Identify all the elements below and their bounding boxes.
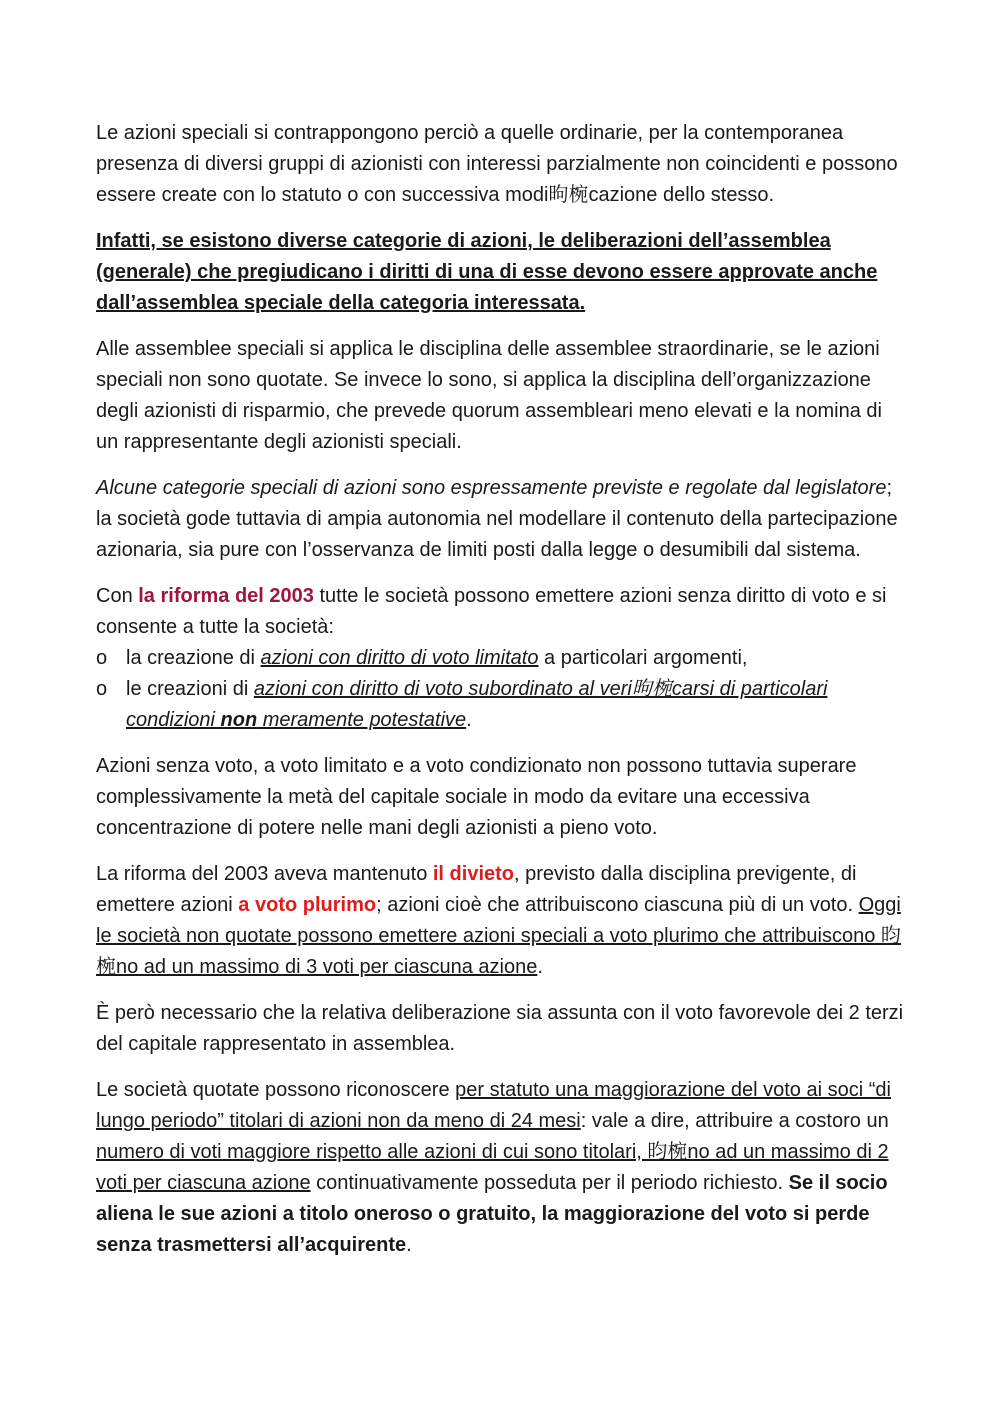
paragraph-5: Con la riforma del 2003 tutte le società possono emettere azioni senza diritto di voto e si consente a tutte la società:: [96, 585, 887, 638]
paragraph-9: Le società quotate possono riconoscere per statuto una maggiorazione del voto ai soci “di lungo periodo” titolari di azioni non da meno di 24 mesi: vale a dire, attribuire a costoro un numero di voti maggiore rispetto alle azioni di cui sono titolari, 昀椀no ad un massimo di 2 voti per ciascuna azione continuativamente posseduta per il periodo richiesto. Se il socio aliena le sue azioni a titolo oneroso o gratuito, la maggiorazione del voto si perde senza trasmettersi all’acquirente.: [96, 1079, 891, 1256]
document-body: [96, 118, 906, 1276]
paragraph-4: Alcune categorie speciali di azioni sono espressamente previste e regolate dal legislatore; la società gode tuttavia di ampia autonomia nel modellare il contenuto della partecipazione azionaria, sia pure con l’osservanza de limiti posti dalla legge o desumibili dal sistema.: [96, 477, 898, 561]
paragraph-6: Azioni senza voto, a voto limitato e a voto condizionato non possono tuttavia superare complessivamente la metà del capitale sociale in modo da evitare una eccessiva concentrazione di potere nelle mani degli azionisti a pieno voto.: [96, 755, 857, 839]
list-item: o le creazioni di azioni con diritto di voto subordinato al veri昫椀carsi di particolari condizioni non meramente potestative.: [96, 674, 906, 736]
bullet-list: [96, 643, 906, 736]
list-item: o la creazione di azioni con diritto di voto limitato a particolari argomenti,: [96, 643, 906, 674]
paragraph-1: Le azioni speciali si contrappongono perciò a quelle ordinarie, per la contemporanea presenza di diversi gruppi di azionisti con interessi parzialmente non coincidenti e possono essere create con lo statuto o con successiva modi昫椀cazione dello stesso.: [96, 122, 898, 206]
bold-underlined-text: Infatti, se esistono diverse categorie di azioni, le deliberazioni dell’assemblea (generale) che pregiudicano i diritti di una di esse devono essere approvate anche dall’assemblea speciale della categoria interessata.: [96, 230, 878, 314]
highlight-riforma: la riforma del 2003: [138, 585, 314, 607]
highlight-divieto: il divieto: [432, 863, 514, 885]
paragraph-3: Alle assemblee speciali si applica le disciplina delle assemblee straordinarie, se le azioni speciali non sono quotate. Se invece lo sono, si applica la disciplina dell’organizzazione degli azionisti di risparmio, che prevede quorum assembleari meno elevati e la nomina di un rappresentante degli azionisti speciali.: [96, 338, 882, 453]
paragraph-8: È però necessario che la relativa deliberazione sia assunta con il voto favorevole dei 2 terzi del capitale rappresentato in assemblea.: [96, 1002, 904, 1055]
circle-bullet-icon: o: [96, 678, 108, 700]
paragraph-2: [96, 226, 906, 319]
paragraph-7: La riforma del 2003 aveva mantenuto il divieto, previsto dalla disciplina previgente, di emettere azioni a voto plurimo; azioni cioè che attribuiscono ciascuna più di un voto. Oggi le società non quotate possono emettere azioni speciali a voto plurimo che attribuiscono 昀椀no ad un massimo di 3 voti per ciascuna azione.: [96, 863, 901, 978]
circle-bullet-icon: o: [96, 647, 108, 669]
italic-text: Alcune categorie speciali di azioni sono espressamente previste e regolate dal legislatore: [96, 477, 887, 499]
highlight-voto-plurimo: a voto plurimo: [238, 894, 377, 916]
